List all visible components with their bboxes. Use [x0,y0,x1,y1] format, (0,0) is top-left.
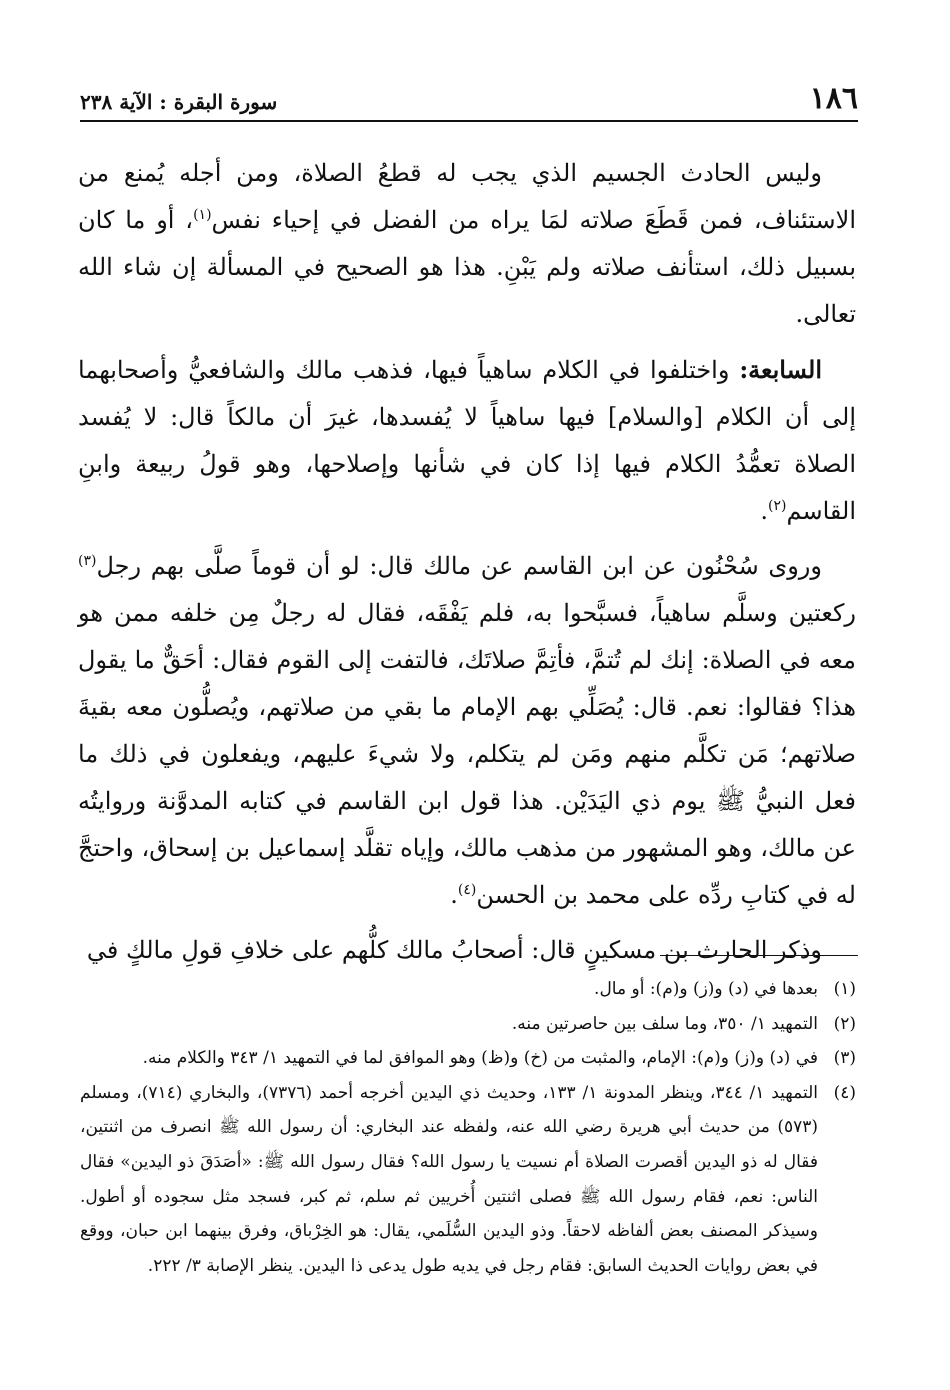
footnote-4 [80,1076,856,1284]
footnote-text: التمهيد ١/ ٣٤٤، وينظر المدونة ١/ ١٣٣، وحديث ذي اليدين أخرجه أحمد (٧٣٧٦)، والبخاري (٧١٤)، ومسلم (٥٧٣) من حديث أبي هريرة رضي الله عنه، ولفظه عند البخاري: أن رسول الله ﷺ انصرف من اثنتين، فقال له ذو اليدين أقصرت الصلاة أم نسيت يا رسول الله؟ فقال رسول الله ﷺ: «أصَدَقَ ذو اليدين» فقال الناس: نعم، فقام رسول الله ﷺ فصلى اثنتين أُخريين ثم سلم، ثم كبر، فسجد مثل سجوده أو أطول. وسيذكر المصنف بعض ألفاظه لاحقاً. وذو اليدين السُّلَمي، يقال: هو الخِرْباق، وفرق بينهما ابن حبان، ووقع في بعض روايات الحديث السابق: فقام رجل في يديه طول يدعى ذا اليدين. ينظر الإصابة ٣/ ٢٢٢. [80,1082,818,1276]
footnote-text: التمهيد ١/ ٣٥٠، وما سلف بين حاصرتين منه. [511,1013,818,1034]
footnote-number: (٤) [833,1082,856,1103]
paragraph-text-tail: . [450,881,458,909]
footnote-ref: (٣) [78,553,97,569]
paragraph-text: وذكر الحارث بن مسكينٍ قال: أصحابُ مالك كلُّهم على خلافِ قولِ مالكٍ في [86,936,822,964]
footnote-ref: (٤) [457,882,477,898]
footnote-number: (٣) [833,1048,856,1069]
footnote-number: (٢) [833,1013,856,1034]
footnote-ref: (١) [193,207,212,223]
footnote-3 [80,1041,856,1076]
paragraph-text-mid: ركعتين وسلَّم ساهياً، فسبَّحوا به، فلم يَفْقَه، فقال له رجلٌ مِن خلفه ممن هو معه في الصلاة: إنك لم تُتمَّ، فأتِمَّ صلاتَك، فالتفت إلى القوم فقال: أحَقٌّ ما يقول هذا؟ فقالوا: نعم. قال: يُصَلِّي بهم الإمام ما بقي من صلاتهم، ويُصلُّون معه بقيةَ صلاتهم؛ مَن تكلَّم منهم ومَن لم يتكلم، ولا شيءَ عليهم، ويفعلون في ذلك ما فعل النبيُّ ﷺ يوم ذي اليَدَيْن. هذا قول ابن القاسم في كتابه المدوَّنة وروايتُه عن مالك، وهو المشهور من مذهب مالك، وإياه تقلَّد إسماعيل بن إسحاق، واحتجَّ له في كتابِ ردِّه على محمد بن الحسن [78,599,856,909]
page-number: ١٨٦ [809,81,858,116]
page-header [80,74,858,122]
paragraph-4 [78,927,856,974]
footnote-2 [80,1007,856,1042]
footnote-text: بعدها في (د) و(ز) و(م): أو مال. [594,979,818,999]
paragraph-text: وروى سُحْنُون عن ابن القاسم عن مالك قال: لو أن قوماً صلَّى بهم رجل [96,552,822,580]
section-lead: السابعة: [739,355,822,384]
footnote-1 [80,972,856,1007]
paragraph-text-tail: ، أو ما كان بسبيل ذلك، استأنف صلاته ولم يَبْنِ. هذا هو الصحيح في المسألة إن شاء الله تعالى. [78,206,857,328]
footnote-separator [660,955,858,956]
paragraph-text-tail: . [760,497,769,525]
footnote-ref: (٢) [768,498,787,514]
paragraph-2 [78,346,856,535]
footnote-number: (١) [833,979,856,999]
paragraph-text: واختلفوا في الكلام ساهياً فيها، فذهب مالك والشافعيُّ وأصحابهما إلى أن الكلام [والسلام] فيها ساهياً لا يُفسدها، غيرَ أن مالكاً قال: لا يُفسد الصلاة تعمُّدُ الكلام فيها إذا كان في شأنها وإصلاحها، وهو قولُ ربيعة وابنِ القاسم [78,356,857,525]
main-text [78,150,856,982]
running-title: سورة البقرة : الآية ٢٣٨ [80,90,278,114]
paragraph-3 [78,543,856,919]
footnote-text: في (د) و(ز) و(م): الإمام، والمثبت من (خ) و(ظ) وهو الموافق لما في التمهيد ١/ ٣٤٣ والكلام منه. [142,1048,818,1069]
footnotes [80,972,856,1283]
paragraph-text: وليس الحادث الجسيم الذي يجب له قطعُ الصلاة، ومن أجله يُمنع من الاستئناف، فمن قَطَعَ صلاته لمَا يراه من الفضل في إحياء نفس [78,159,856,234]
paragraph-1 [78,150,856,338]
